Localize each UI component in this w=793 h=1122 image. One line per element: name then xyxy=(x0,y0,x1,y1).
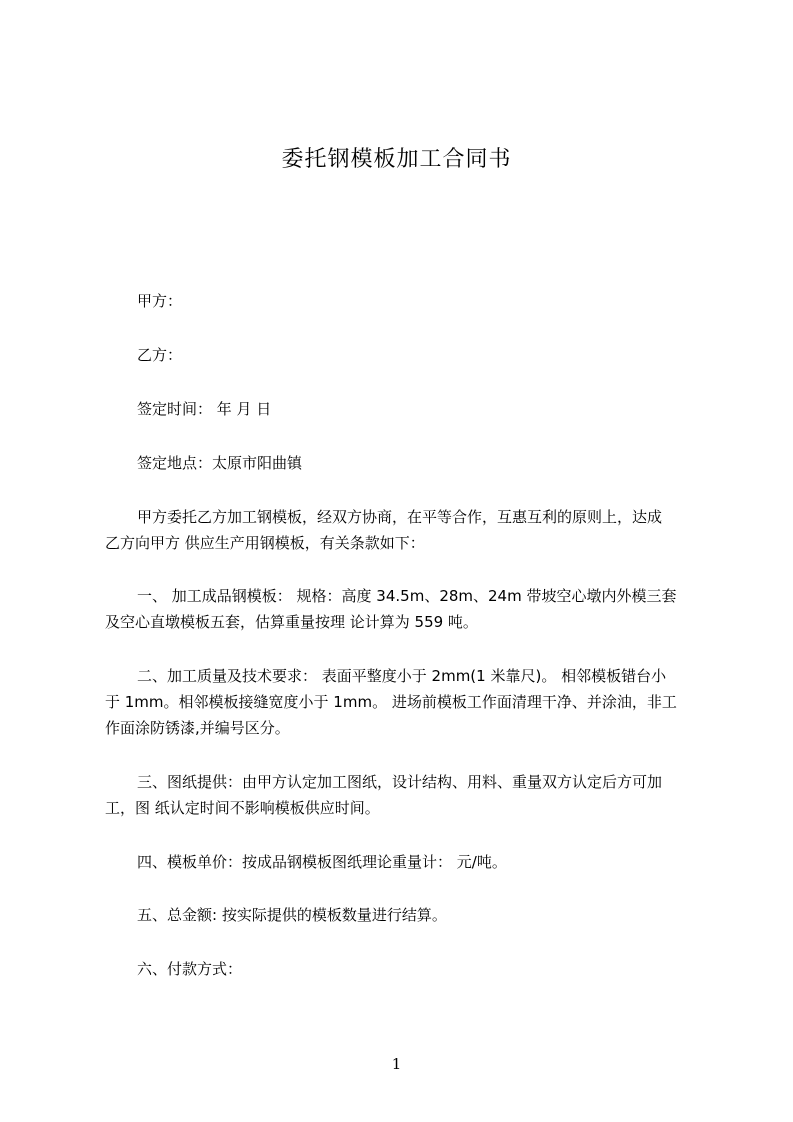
clause-3-line-1: 三、图纸提供：由甲方认定加工图纸，设计结构、用料、重量双方认定后方可加 xyxy=(137,773,663,791)
clause-6-line-1: 六、付款方式： xyxy=(137,960,243,978)
party-a-field: 甲方： xyxy=(137,292,183,310)
clause-4-line-1: 四、模板单价：按成品钢模板图纸理论重量计： 元/吨。 xyxy=(137,853,507,871)
sign-date-field: 签定时间： 年 月 日 xyxy=(137,400,272,418)
clause-2-line-2: 于 1mm。相邻模板接缝宽度小于 1mm。 进场前模板工作面清理干净、并涂油，非工 xyxy=(105,693,677,711)
intro-line-2: 乙方向甲方 供应生产用钢模板，有关条款如下： xyxy=(105,534,425,552)
clause-3-line-2: 工，图 纸认定时间不影响模板供应时间。 xyxy=(105,799,380,817)
page-number: 1 xyxy=(391,1055,402,1073)
sign-place-field: 签定地点：太原市阳曲镇 xyxy=(137,454,303,472)
document-title: 委托钢模板加工合同书 xyxy=(281,147,512,172)
clause-2-line-3: 作面涂防锈漆,并编号区分。 xyxy=(105,719,290,737)
clause-1-line-1: 一、 加工成品钢模板： 规格：高度 34.5m、28m、24m 带坡空心墩内外模三套 xyxy=(137,587,677,605)
clause-2-line-1: 二、加工质量及技术要求： 表面平整度小于 2mm(1 米靠尺)。 相邻模板错台小 xyxy=(137,667,667,685)
party-b-field: 乙方： xyxy=(137,346,183,364)
clause-5-line-1: 五、总金额: 按实际提供的模板数量进行结算。 xyxy=(137,906,447,924)
clause-1-line-2: 及空心直墩模板五套，估算重量按理 论计算为 559 吨。 xyxy=(105,613,478,631)
intro-line-1: 甲方委托乙方加工钢模板，经双方协商，在平等合作，互惠互利的原则上，达成 xyxy=(137,508,663,526)
